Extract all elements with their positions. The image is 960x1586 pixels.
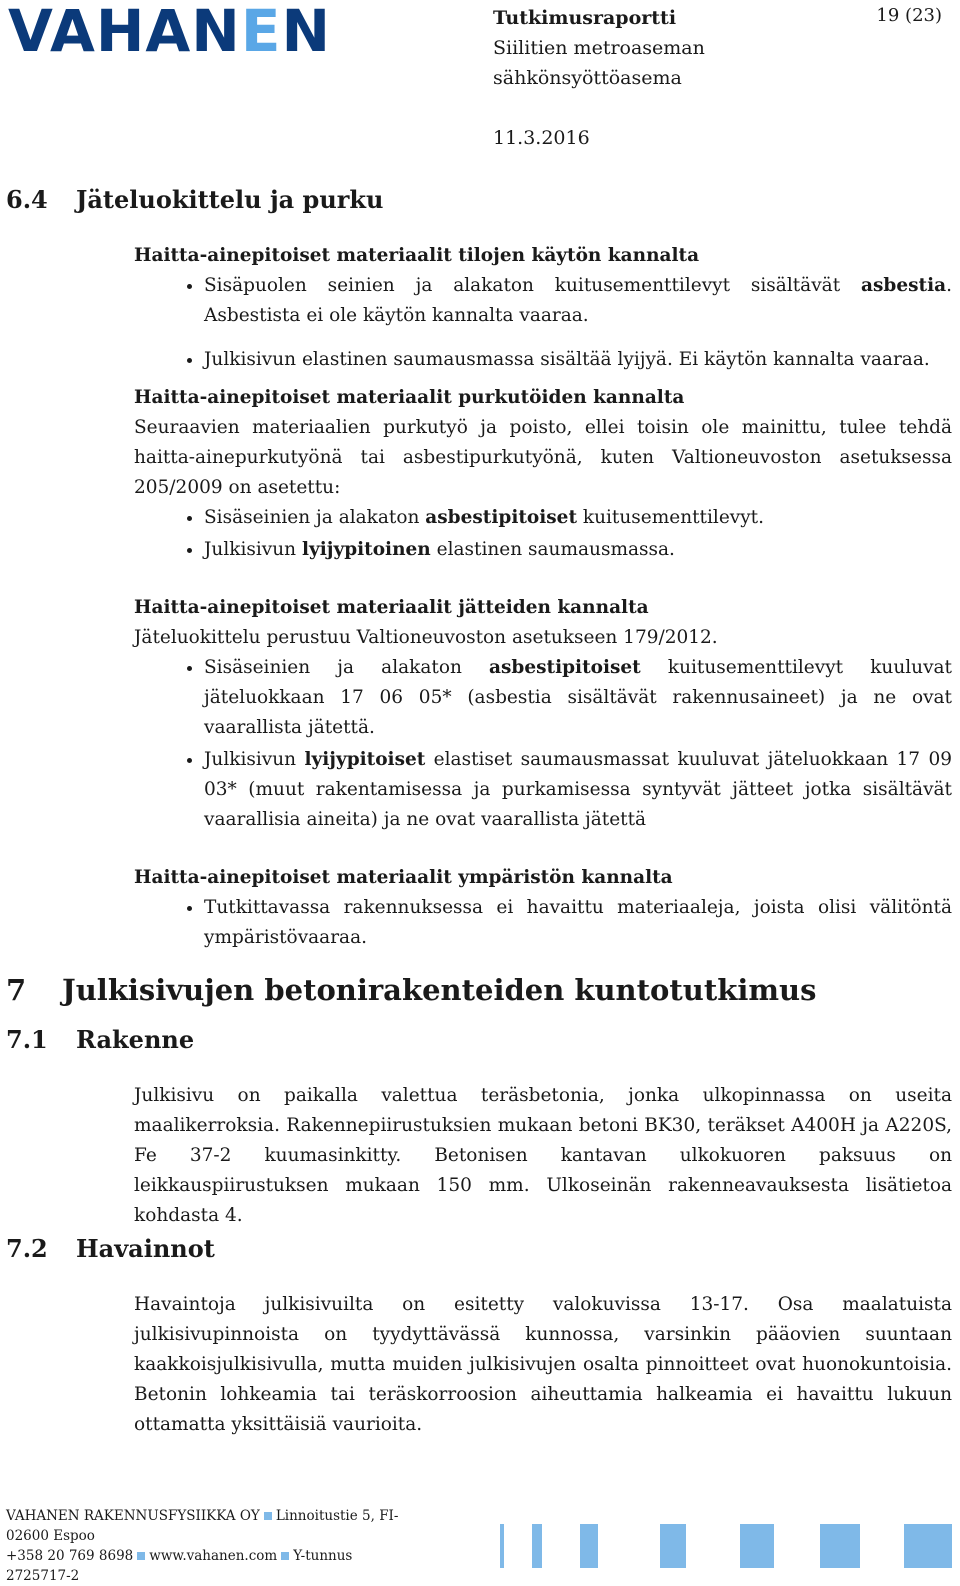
report-subtitle-line1: Siilitien metroaseman — [493, 37, 705, 59]
bullet-list — [134, 653, 952, 835]
footer-line3: +358 20 769 8698 www.vahanen.com Y-tunnus 2725717-2 — [6, 1548, 353, 1584]
section-6-4-content — [134, 241, 952, 953]
section-title: Rakenne — [76, 1025, 195, 1054]
bar — [904, 1524, 952, 1568]
list-item: • Sisäpuolen seinien ja alakaton kuitusementtilevyt sisältävät asbestia. Asbestista ei ole käytön kannalta vaaraa. — [204, 271, 952, 331]
section-number: 7 — [6, 973, 27, 1007]
section-number: 7.2 — [6, 1234, 48, 1263]
bar — [740, 1524, 774, 1568]
footer-line1: VAHANEN RAKENNUSFYSIIKKA OY Linnoitustie 5, FI- — [6, 1508, 399, 1524]
report-subtitle-line2: sähkönsyöttöasema — [493, 67, 682, 89]
separator-square-icon — [264, 1512, 272, 1520]
bar — [580, 1524, 598, 1568]
section-title: Havainnot — [76, 1234, 215, 1263]
bar — [500, 1524, 504, 1568]
section-7-2-content — [134, 1290, 952, 1440]
list-item: • Tutkittavassa rakennuksessa ei havaittu materiaaleja, joista olisi välitöntä ympäristövaaraa. — [204, 893, 952, 953]
footer — [6, 1506, 416, 1586]
subheading-demolition: Haitta-ainepitoiset materiaalit purkutöiden kannalta — [134, 387, 685, 408]
company-logo: VAHANEN — [8, 0, 331, 65]
footer-line2: 02600 Espoo — [6, 1528, 95, 1544]
paragraph: Seuraavien materiaalien purkutyö ja poisto, ellei toisin ole mainittu, tulee tehdä haitta-ainepurkutyönä tai asbestipurkutyönä, kuten Valtioneuvoston asetuksessa 205/2009 on asetettu: — [134, 417, 952, 498]
section-title: Julkisivujen betonirakenteiden kuntotutkimus — [62, 973, 817, 1007]
list-item: • Sisäseinien ja alakaton asbestipitoiset kuitusementtilevyt. — [204, 503, 952, 533]
bar — [532, 1524, 542, 1568]
bullet-list — [134, 893, 952, 953]
footer-decorative-bars — [500, 1524, 952, 1568]
list-item: • Sisäseinien ja alakaton asbestipitoiset kuitusementtilevyt kuuluvat jäteluokkaan 17 06 05* (asbestia sisältävät rakennusaineet) ja ne ovat vaarallista jätettä. — [204, 653, 952, 743]
paragraph: Jäteluokittelu perustuu Valtioneuvoston asetukseen 179/2012. — [134, 627, 718, 648]
section-title: Jäteluokittelu ja purku — [76, 185, 384, 214]
report-type: Tutkimusraportti — [493, 7, 677, 29]
section-number: 7.1 — [6, 1025, 48, 1054]
subheading-waste: Haitta-ainepitoiset materiaalit jätteiden kannalta — [134, 597, 649, 618]
page-number: 19 (23) — [876, 5, 942, 26]
paragraph: Julkisivu on paikalla valettua teräsbetonia, jonka ulkopinnassa on useita maalikerroksia. Rakennepiirustuksien mukaan betoni BK30, teräkset A400H ja A220S, Fe 37-2 kuumasinkitty. Betonisen kantavan ulkokuoren paksuus on leikkauspiirustuksen mukaan 150 mm. Ulkoseinän rakenneavauksesta lisätietoa kohdasta 4. — [134, 1085, 952, 1226]
list-item: • Julkisivun lyijypitoinen elastinen saumausmassa. — [204, 535, 952, 565]
subheading-use: Haitta-ainepitoiset materiaalit tilojen käytön kannalta — [134, 245, 700, 266]
report-date: 11.3.2016 — [493, 127, 590, 149]
bar — [660, 1524, 686, 1568]
separator-square-icon — [281, 1552, 289, 1560]
paragraph: Havaintoja julkisivuilta on esitetty valokuvissa 13-17. Osa maalatuista julkisivupinnoista on tyydyttävässä kunnossa, varsinkin pääovien suuntaan kaakkoisjulkisivulla, mutta muiden julkisivujen osalta pinnoitteet ovat huonokuntoisia. Betonin lohkeamia tai teräskorroosion aiheuttamia halkeamia ei havaittu lukuun ottamatta yksittäisiä vaurioita. — [134, 1294, 952, 1435]
section-7-1-content — [134, 1081, 952, 1231]
separator-square-icon — [137, 1552, 145, 1560]
section-number: 6.4 — [6, 185, 48, 214]
list-item: • Julkisivun lyijypitoiset elastiset saumausmassat kuuluvat jäteluokkaan 17 09 03* (muut rakentamisessa ja purkamisessa syntyvät jätteet jotka sisältävät vaarallisia aineita) ja ne ovat vaarallista jätettä — [204, 745, 952, 835]
subheading-environment: Haitta-ainepitoiset materiaalit ympäristön kannalta — [134, 867, 673, 888]
list-item: • Julkisivun elastinen saumausmassa sisältää lyijyä. Ei käytön kannalta vaaraa. — [204, 345, 952, 375]
bar — [820, 1524, 860, 1568]
bullet-list — [134, 271, 952, 375]
bullet-list — [134, 503, 952, 565]
